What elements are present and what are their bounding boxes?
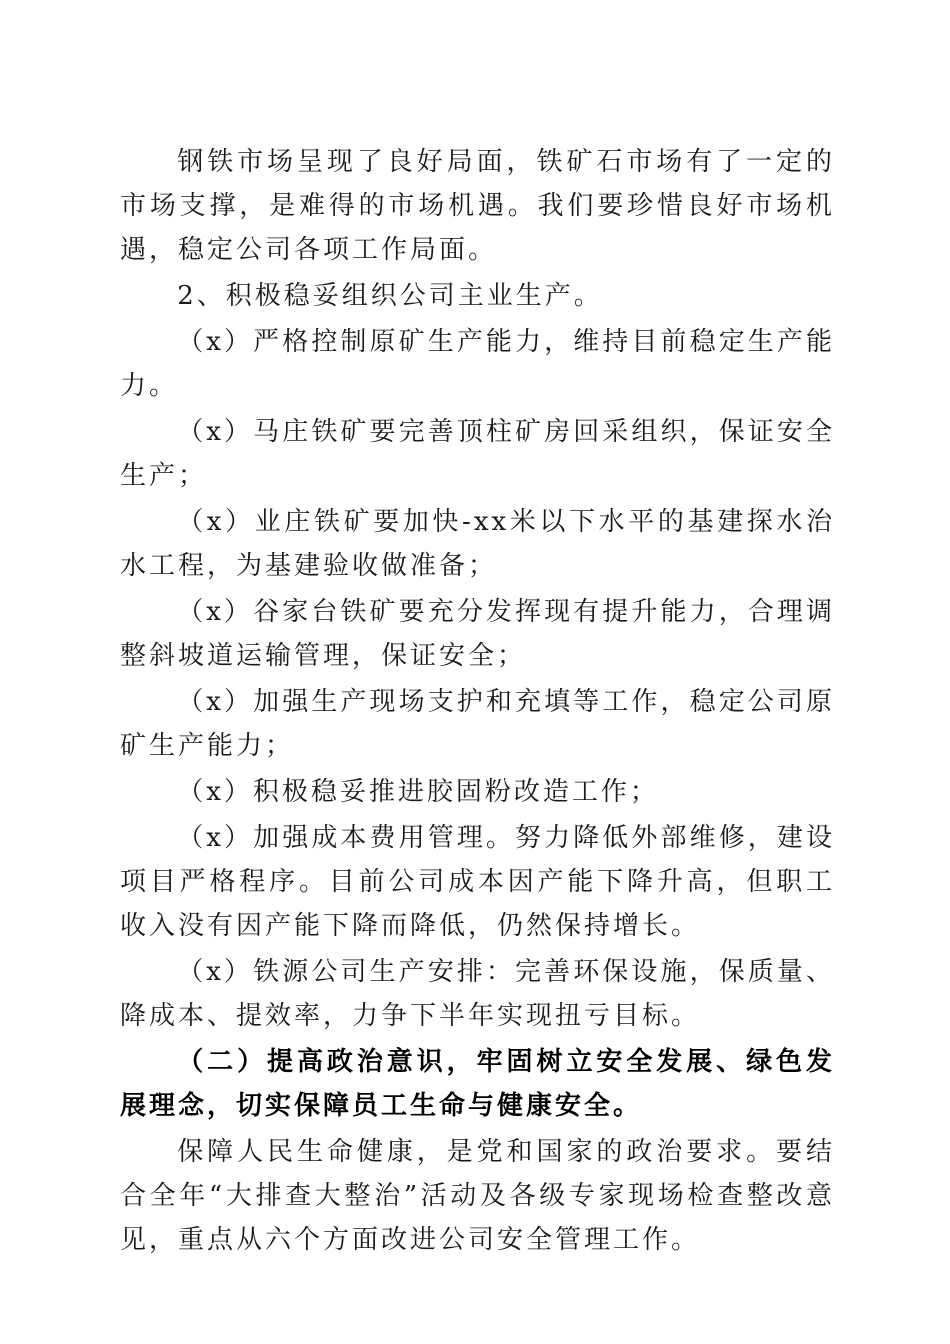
paragraph-market-opportunity: 钢铁市场呈现了良好局面，铁矿石市场有了一定的市场支撑，是难得的市场机遇。我们要珍惜良好市场机遇，稳定公司各项工作局面。 xyxy=(120,147,835,265)
document-body xyxy=(120,140,835,1264)
paragraph-cement-powder: （x）积极稳妥推进胶固粉改造工作； xyxy=(177,777,659,807)
paragraph-safety-intro: 保障人民生命健康，是党和国家的政治要求。要结合全年“大排查大整治”活动及各级专家现场检查整改意见，重点从六个方面改进公司安全管理工作。 xyxy=(120,1137,835,1255)
paragraph-yezhuang-mine: （x）业庄铁矿要加快-xx米以下水平的基建探水治水工程，为基建验收做准备； xyxy=(120,507,835,581)
paragraph-cost-management: （x）加强成本费用管理。努力降低外部维修，建设项目严格程序。目前公司成本因产能下降升高，但职工收入没有因产能下降而降低，仍然保持增长。 xyxy=(120,823,835,941)
paragraph-mazhuang-mine: （x）马庄铁矿要完善顶柱矿房回采组织，保证安全生产； xyxy=(120,417,835,491)
section-heading-safety: （二）提高政治意识，牢固树立安全发展、绿色发展理念，切实保障员工生命与健康安全。 xyxy=(120,1047,835,1121)
paragraph-control-capacity: （x）严格控制原矿生产能力，维持目前稳定生产能力。 xyxy=(120,327,835,401)
paragraph-tieyuan-company: （x）铁源公司生产安排：完善环保设施，保质量、降成本、提效率，力争下半年实现扭亏目标。 xyxy=(120,957,835,1031)
paragraph-gujiatai-mine: （x）谷家台铁矿要充分发挥现有提升能力，合理调整斜坡道运输管理，保证安全； xyxy=(120,597,835,671)
paragraph-site-support: （x）加强生产现场支护和充填等工作，稳定公司原矿生产能力； xyxy=(120,687,835,761)
paragraph-item-2-heading: 2、积极稳妥组织公司主业生产。 xyxy=(177,281,603,311)
